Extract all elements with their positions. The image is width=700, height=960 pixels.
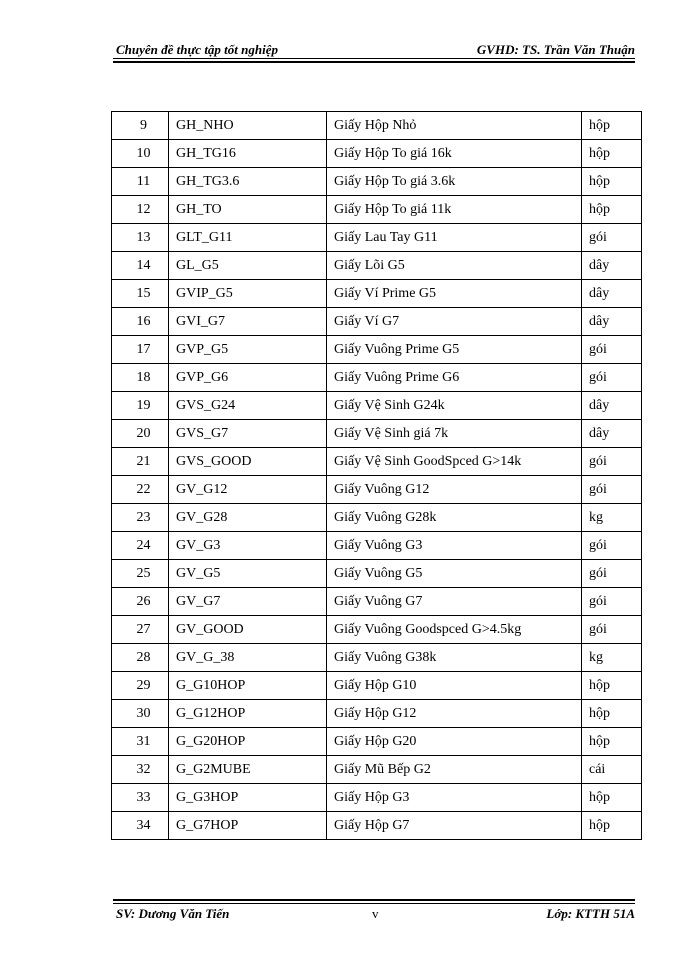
product-code: GVIP_G5 — [169, 280, 327, 308]
row-number: 13 — [112, 224, 169, 252]
row-number: 32 — [112, 756, 169, 784]
table-row — [112, 364, 642, 392]
product-code: GVP_G6 — [169, 364, 327, 392]
table-row — [112, 336, 642, 364]
product-code: GV_G28 — [169, 504, 327, 532]
product-code: GVP_G5 — [169, 336, 327, 364]
table-row — [112, 588, 642, 616]
product-name: Giấy Vệ Sinh giá 7k — [327, 420, 582, 448]
product-unit: dây — [582, 252, 642, 280]
product-name: Giấy Vuông G28k — [327, 504, 582, 532]
product-name: Giấy Lõi G5 — [327, 252, 582, 280]
product-name: Giấy Hộp G7 — [327, 812, 582, 840]
table-row — [112, 672, 642, 700]
header-course-title: Chuyên đề thực tập tốt nghiệp — [116, 42, 278, 57]
table-row — [112, 252, 642, 280]
row-number: 16 — [112, 308, 169, 336]
row-number: 17 — [112, 336, 169, 364]
page-number: v — [372, 906, 379, 921]
table-row — [112, 140, 642, 168]
product-code: GV_GOOD — [169, 616, 327, 644]
table-row — [112, 280, 642, 308]
product-unit: hộp — [582, 672, 642, 700]
product-unit: dây — [582, 420, 642, 448]
row-number: 21 — [112, 448, 169, 476]
product-unit: kg — [582, 644, 642, 672]
product-name: Giấy Vệ Sinh G24k — [327, 392, 582, 420]
product-name: Giấy Hộp G20 — [327, 728, 582, 756]
table-row — [112, 448, 642, 476]
product-code: GV_G_38 — [169, 644, 327, 672]
product-unit: gói — [582, 448, 642, 476]
product-code: GH_TG3.6 — [169, 168, 327, 196]
table-row — [112, 560, 642, 588]
table-row — [112, 728, 642, 756]
product-unit: hộp — [582, 196, 642, 224]
row-number: 12 — [112, 196, 169, 224]
table-row — [112, 392, 642, 420]
product-name: Giấy Ví G7 — [327, 308, 582, 336]
table-row — [112, 476, 642, 504]
product-unit: hộp — [582, 812, 642, 840]
product-unit: hộp — [582, 112, 642, 140]
product-code: G_G3HOP — [169, 784, 327, 812]
product-unit: dây — [582, 392, 642, 420]
product-unit: dây — [582, 308, 642, 336]
row-number: 10 — [112, 140, 169, 168]
row-number: 15 — [112, 280, 169, 308]
product-code: GV_G3 — [169, 532, 327, 560]
product-code: GVS_GOOD — [169, 448, 327, 476]
product-code: GH_TO — [169, 196, 327, 224]
table-row — [112, 756, 642, 784]
product-code: GVS_G24 — [169, 392, 327, 420]
row-number: 14 — [112, 252, 169, 280]
product-unit: hộp — [582, 728, 642, 756]
product-code: GVI_G7 — [169, 308, 327, 336]
product-code: GH_TG16 — [169, 140, 327, 168]
product-code: G_G20HOP — [169, 728, 327, 756]
row-number: 24 — [112, 532, 169, 560]
table-row — [112, 112, 642, 140]
table-row — [112, 644, 642, 672]
product-unit: gói — [582, 532, 642, 560]
product-name: Giấy Vuông G38k — [327, 644, 582, 672]
row-number: 27 — [112, 616, 169, 644]
product-name: Giấy Hộp G10 — [327, 672, 582, 700]
table-row — [112, 504, 642, 532]
product-name: Giấy Hộp To giá 16k — [327, 140, 582, 168]
row-number: 20 — [112, 420, 169, 448]
product-name: Giấy Hộp G12 — [327, 700, 582, 728]
product-unit: cái — [582, 756, 642, 784]
product-name: Giấy Hộp To giá 11k — [327, 196, 582, 224]
product-unit: gói — [582, 364, 642, 392]
product-name: Giấy Vuông G3 — [327, 532, 582, 560]
product-name: Giấy Vuông Goodspced G>4.5kg — [327, 616, 582, 644]
row-number: 9 — [112, 112, 169, 140]
row-number: 23 — [112, 504, 169, 532]
product-code: G_G2MUBE — [169, 756, 327, 784]
product-name: Giấy Vuông G7 — [327, 588, 582, 616]
product-unit: gói — [582, 616, 642, 644]
product-unit: gói — [582, 224, 642, 252]
product-code: GVS_G7 — [169, 420, 327, 448]
table-row — [112, 308, 642, 336]
product-name: Giấy Ví Prime G5 — [327, 280, 582, 308]
product-table-body — [112, 112, 642, 840]
table-row — [112, 420, 642, 448]
row-number: 30 — [112, 700, 169, 728]
product-unit: gói — [582, 560, 642, 588]
table-row — [112, 812, 642, 840]
table-row — [112, 700, 642, 728]
product-unit: hộp — [582, 140, 642, 168]
product-unit: gói — [582, 588, 642, 616]
footer-rule-thin — [113, 903, 635, 904]
product-code: GV_G7 — [169, 588, 327, 616]
product-name: Giấy Mũ Bếp G2 — [327, 756, 582, 784]
product-unit: kg — [582, 504, 642, 532]
row-number: 33 — [112, 784, 169, 812]
table-row — [112, 616, 642, 644]
product-name: Giấy Vuông Prime G6 — [327, 364, 582, 392]
product-table — [111, 111, 642, 840]
product-name: Giấy Vuông G12 — [327, 476, 582, 504]
table-row — [112, 532, 642, 560]
product-name: Giấy Vuông Prime G5 — [327, 336, 582, 364]
page-footer — [113, 906, 635, 924]
row-number: 19 — [112, 392, 169, 420]
table-row — [112, 168, 642, 196]
product-code: G_G10HOP — [169, 672, 327, 700]
row-number: 18 — [112, 364, 169, 392]
footer-rule-thick — [113, 899, 635, 901]
footer-student: SV: Dương Văn Tiến — [116, 906, 230, 921]
product-unit: hộp — [582, 784, 642, 812]
table-row — [112, 784, 642, 812]
product-unit: hộp — [582, 700, 642, 728]
header-supervisor: GVHD: TS. Trần Văn Thuận — [476, 42, 635, 57]
row-number: 29 — [112, 672, 169, 700]
header-rule-thick — [113, 61, 635, 63]
product-unit: dây — [582, 280, 642, 308]
header-rule-thin — [113, 58, 635, 59]
row-number: 25 — [112, 560, 169, 588]
row-number: 31 — [112, 728, 169, 756]
product-code: G_G12HOP — [169, 700, 327, 728]
product-name: Giấy Vệ Sinh GoodSpced G>14k — [327, 448, 582, 476]
row-number: 22 — [112, 476, 169, 504]
table-row — [112, 196, 642, 224]
table-row — [112, 224, 642, 252]
footer-class: Lớp: KTTH 51A — [546, 906, 635, 921]
product-name: Giấy Vuông G5 — [327, 560, 582, 588]
row-number: 11 — [112, 168, 169, 196]
product-code: GH_NHO — [169, 112, 327, 140]
row-number: 28 — [112, 644, 169, 672]
product-code: GV_G12 — [169, 476, 327, 504]
product-name: Giấy Hộp To giá 3.6k — [327, 168, 582, 196]
product-unit: gói — [582, 476, 642, 504]
product-name: Giấy Lau Tay G11 — [327, 224, 582, 252]
row-number: 26 — [112, 588, 169, 616]
product-name: Giấy Hộp G3 — [327, 784, 582, 812]
product-code: G_G7HOP — [169, 812, 327, 840]
product-code: GL_G5 — [169, 252, 327, 280]
product-code: GLT_G11 — [169, 224, 327, 252]
product-name: Giấy Hộp Nhỏ — [327, 112, 582, 140]
product-unit: gói — [582, 336, 642, 364]
row-number: 34 — [112, 812, 169, 840]
product-code: GV_G5 — [169, 560, 327, 588]
product-unit: hộp — [582, 168, 642, 196]
